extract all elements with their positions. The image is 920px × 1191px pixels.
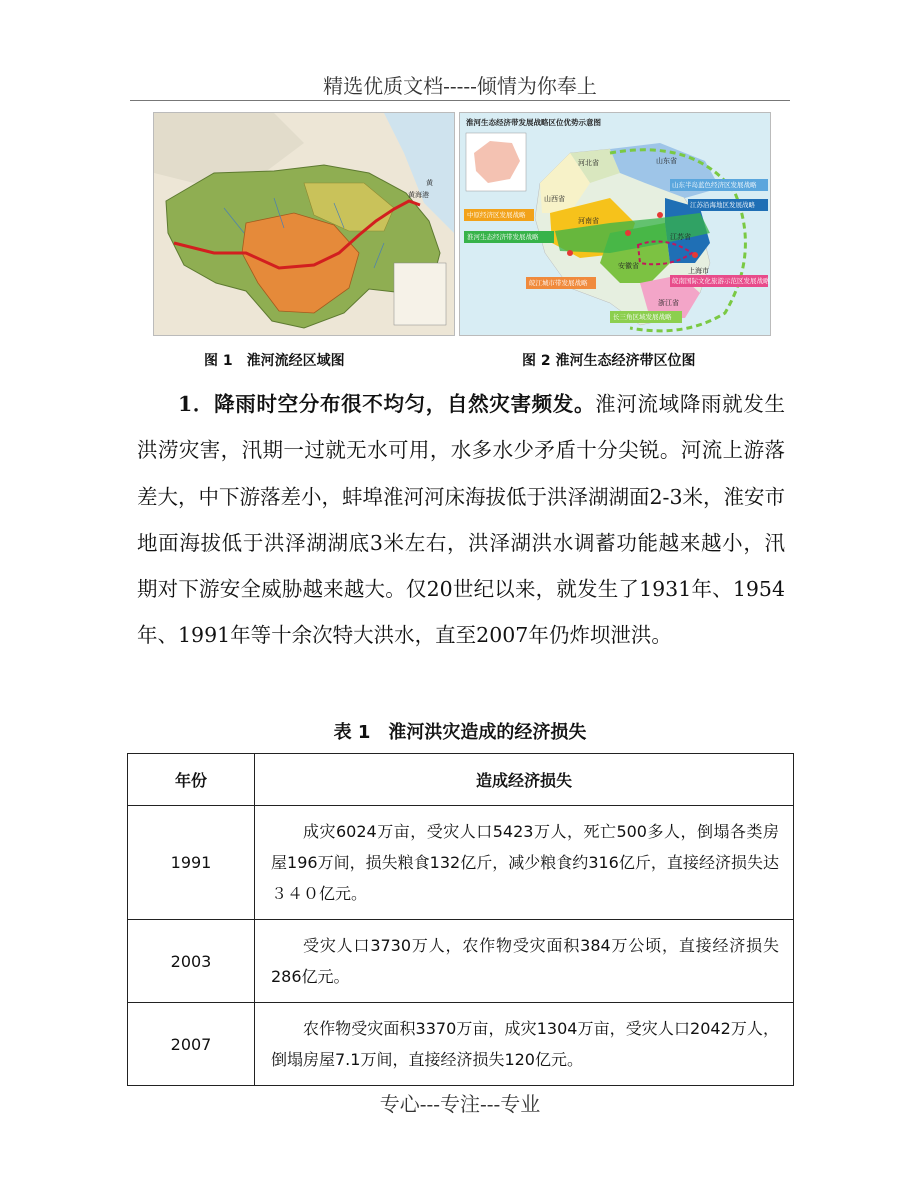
page-footer: 专心---专注---专业 — [379, 1092, 541, 1116]
map-label-port: 黄海港 — [408, 191, 429, 199]
label-shandong: 山东省 — [656, 157, 677, 165]
flood-loss-table — [127, 753, 794, 1086]
strategy-label-yangtze-delta: 长三角区域发展战略 — [613, 313, 672, 321]
huai-river-basin-map — [153, 112, 455, 336]
row-year: 1991 — [128, 806, 255, 920]
row-year: 2007 — [128, 1003, 255, 1086]
header-loss: 造成经济损失 — [255, 754, 794, 806]
paragraph-lead: 1．降雨时空分布很不均匀，自然灾害频发。 — [178, 392, 596, 416]
row-loss: 成灾6024万亩，受灾人口5423万人，死亡500多人，倒塌各类房屋196万间，损失粮食132亿斤，减少粮食约316亿斤，直接经济损失达３４０亿元。 — [255, 806, 794, 920]
fig2-title: 淮河生态经济带发展战略区位优势示意图 — [466, 118, 601, 127]
label-hebei: 河北省 — [578, 159, 599, 167]
figure-1-caption: 图 1 淮河流经区域图 — [204, 353, 345, 369]
header-divider — [130, 100, 790, 101]
strategy-label-huai-belt: 淮河生态经济带发展战略 — [467, 233, 539, 241]
huai-belt-location-map — [459, 112, 771, 336]
strategy-label-jiangsu-coast: 江苏沿海地区发展战略 — [690, 201, 755, 209]
label-anhui: 安徽省 — [618, 262, 639, 270]
row-loss: 农作物受灾面积3370万亩，成灾1304万亩，受灾人口2042万人，倒塌房屋7.1万间，直接经济损失120亿元。 — [255, 1003, 794, 1086]
strategy-label-shandong-blue: 山东半岛蓝色经济区发展战略 — [672, 181, 757, 189]
body-paragraph — [137, 381, 785, 659]
strategy-label-south-anhui: 皖南国际文化旅游示范区发展战略 — [672, 277, 770, 285]
header-year: 年份 — [128, 754, 255, 806]
label-jiangsu: 江苏省 — [670, 233, 691, 241]
row-year: 2003 — [128, 920, 255, 1003]
table-row — [128, 806, 794, 920]
strategy-label-wanjiang: 皖江城市带发展战略 — [529, 279, 588, 287]
table-title: 表 1 淮河洪灾造成的经济损失 — [333, 722, 587, 743]
label-henan: 河南省 — [578, 217, 599, 225]
page-header: 精选优质文档-----倾情为你奉上 — [323, 74, 597, 98]
label-shanxi: 山西省 — [544, 195, 565, 203]
map-label-yellow: 黄 — [426, 179, 433, 187]
figure-2-caption: 图 2 淮河生态经济带区位图 — [522, 353, 696, 369]
paragraph-body: 淮河流域降雨就发生洪涝灾害，汛期一过就无水可用，水多水少矛盾十分尖锐。河流上游落差大，中下游落差小，蚌埠淮河河床海拔低于洪泽湖湖面2-3米，淮安市地面海拔低于洪泽湖湖底3米左右，洪泽湖洪水调蓄功能越来越小，汛期对下游安全威胁越来越大。仅20世纪以来，就发生了1931年、1954年、1991年等十余次特大洪水，直至2007年仍炸坝泄洪。 — [137, 392, 786, 648]
strategy-label-central-plains: 中原经济区发展战略 — [467, 211, 526, 219]
label-zhejiang: 浙江省 — [658, 299, 679, 307]
table-row — [128, 920, 794, 1003]
table-header-row — [128, 754, 794, 806]
table-row — [128, 1003, 794, 1086]
row-loss: 受灾人口3730万人，农作物受灾面积384万公顷，直接经济损失286亿元。 — [255, 920, 794, 1003]
label-shanghai: 上海市 — [688, 267, 709, 275]
